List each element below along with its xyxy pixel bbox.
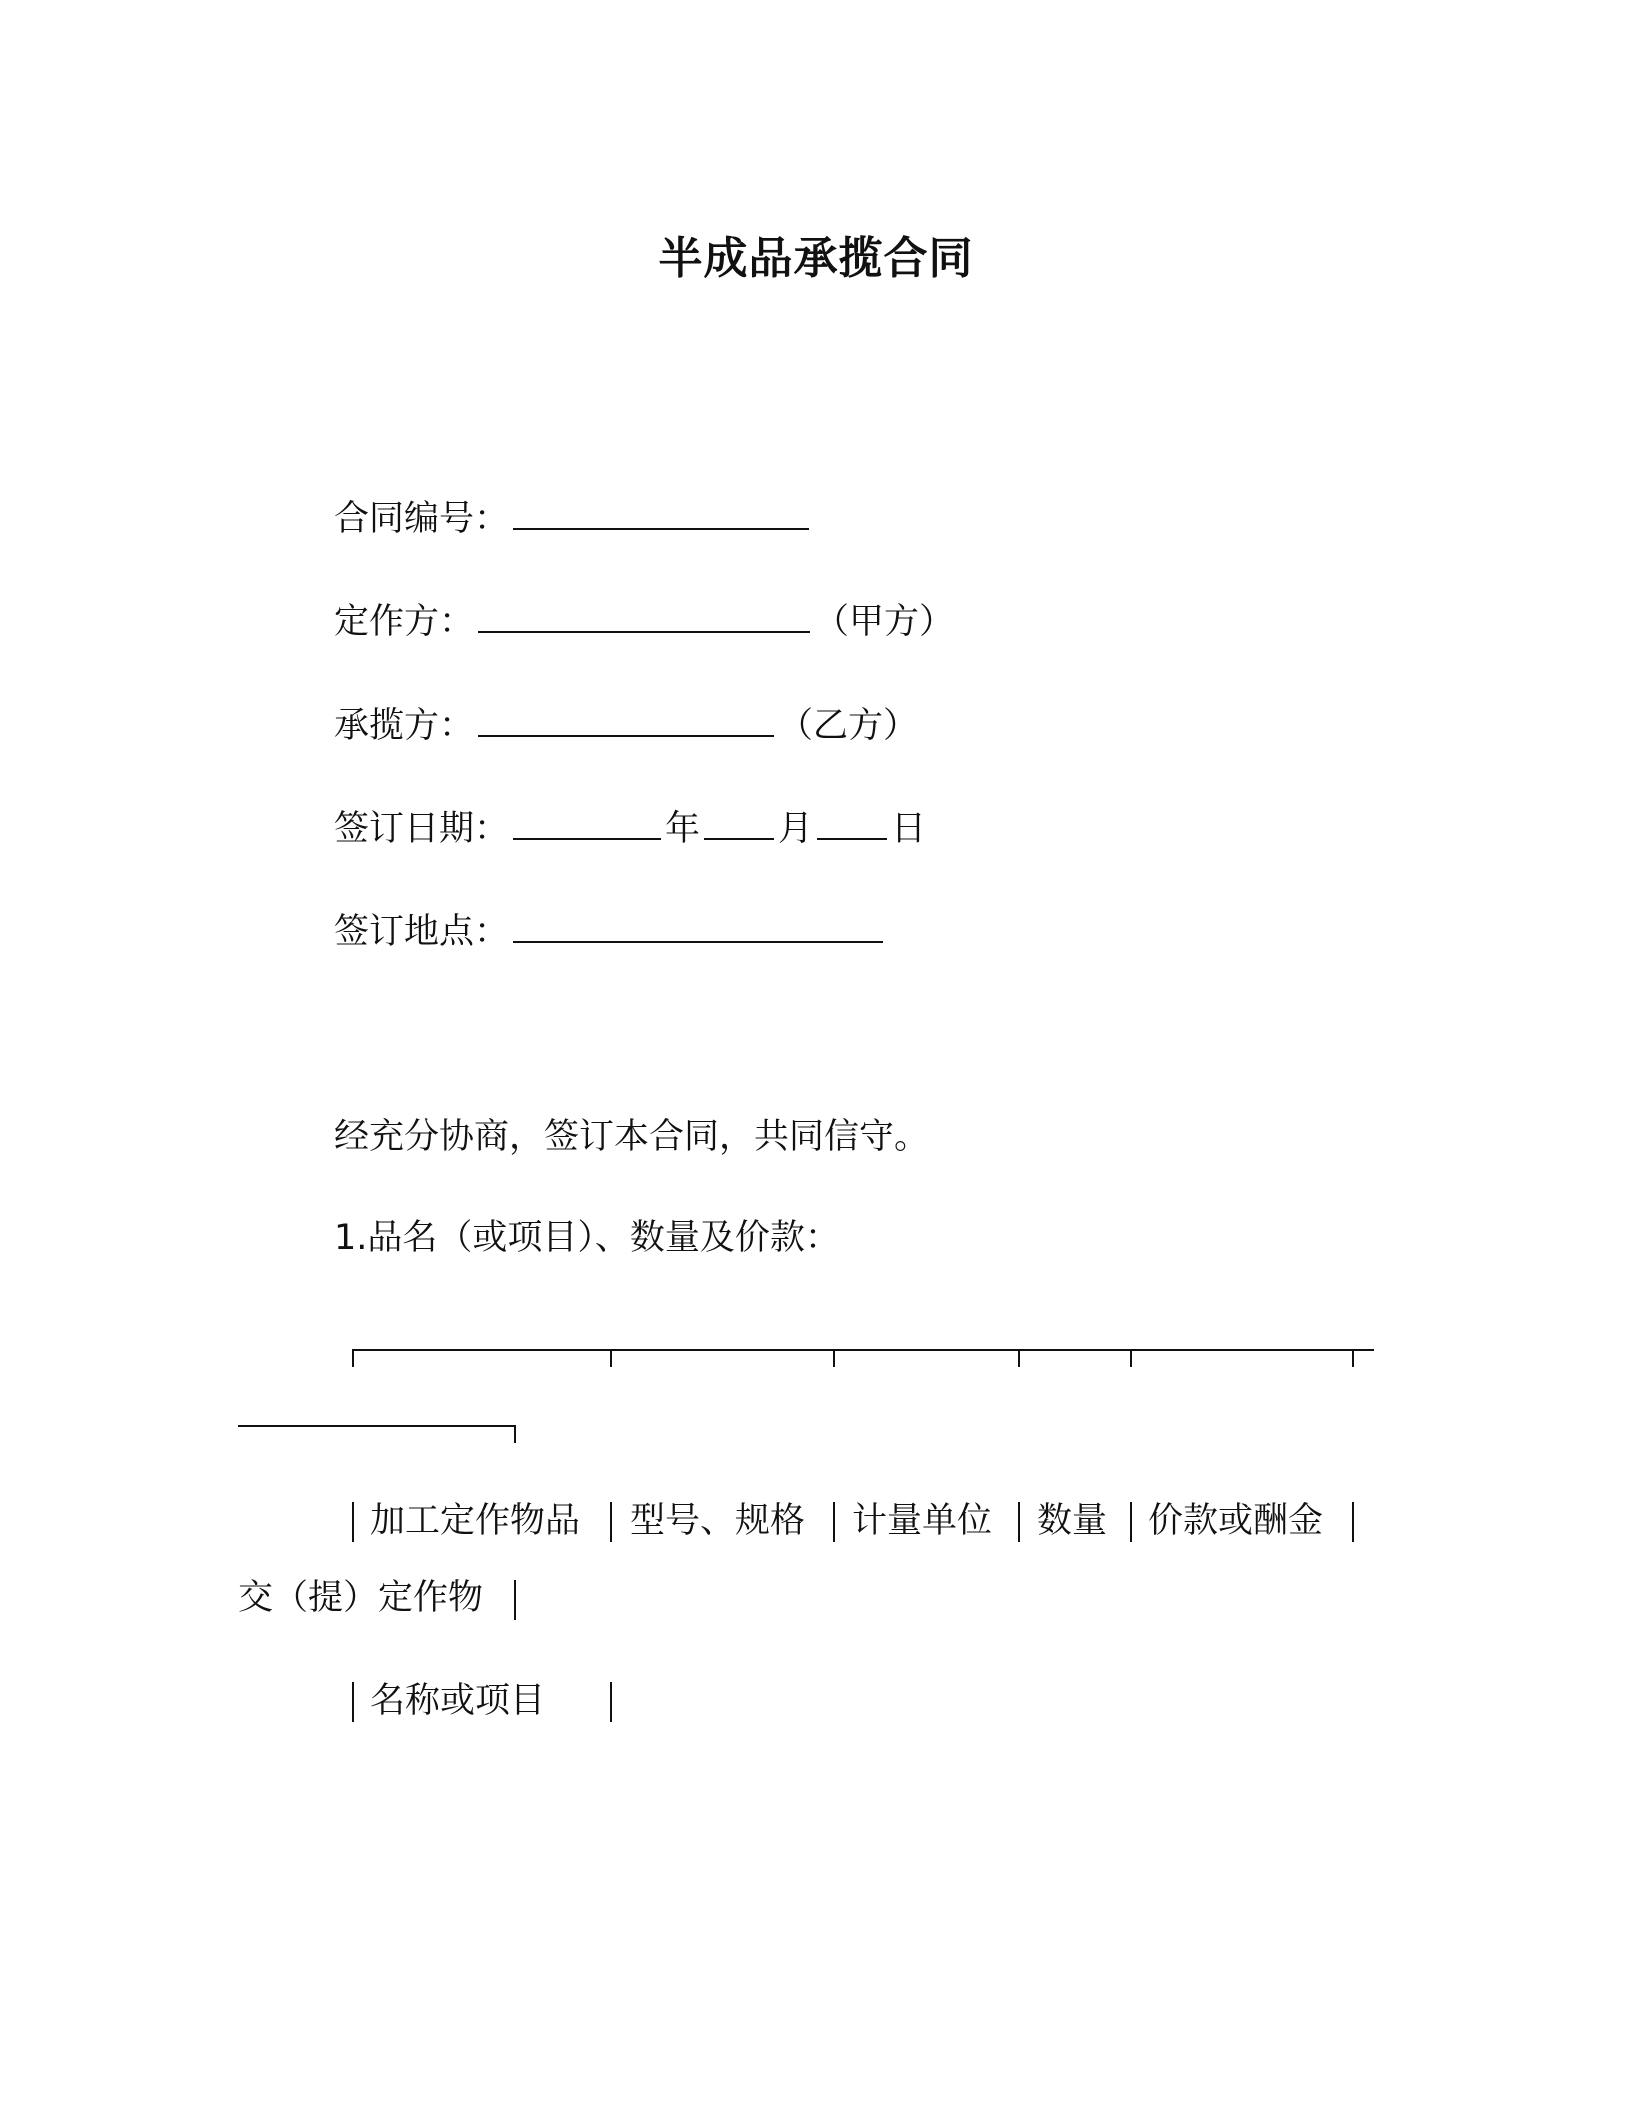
sign-date-row <box>334 807 926 851</box>
contract-number-blank[interactable] <box>513 498 809 530</box>
year-label: 年 <box>665 809 701 849</box>
table-header-cell: 型号、规格 <box>630 1501 806 1541</box>
orderer-row <box>334 600 954 644</box>
section1-heading: 1.品名（或项目）、数量及价款： <box>334 1218 840 1258</box>
orderer-label: 定作方： <box>334 602 475 642</box>
day-label: 日 <box>891 809 927 849</box>
orderer-suffix: （甲方） <box>814 602 955 642</box>
intro-paragraph: 经充分协商，签订本合同，共同信守。 <box>334 1117 930 1157</box>
contractor-label: 承揽方： <box>334 706 475 746</box>
contractor-blank[interactable] <box>478 705 774 737</box>
day-blank[interactable] <box>817 808 887 840</box>
table-header-cell: 数量 <box>1037 1501 1108 1541</box>
sign-date-label: 签订日期： <box>334 809 510 849</box>
table-cell: 名称或项目 <box>370 1681 546 1721</box>
sign-place-label: 签订地点： <box>334 912 510 952</box>
table-header-cell: 加工定作物品 <box>370 1501 581 1541</box>
contract-number-label: 合同编号： <box>334 499 510 539</box>
table-header-cell: 交（提）定作物 <box>238 1578 484 1618</box>
contractor-suffix: （乙方） <box>778 706 919 746</box>
orderer-blank[interactable] <box>478 601 810 633</box>
sign-place-row <box>334 910 887 954</box>
document-title: 半成品承揽合同 <box>658 233 974 284</box>
sign-place-blank[interactable] <box>513 911 883 943</box>
year-blank[interactable] <box>513 808 661 840</box>
contract-number-row <box>334 497 813 541</box>
table-header-cell: 计量单位 <box>852 1501 993 1541</box>
contractor-row <box>334 704 918 748</box>
month-blank[interactable] <box>704 808 774 840</box>
month-label: 月 <box>778 809 814 849</box>
table-header-cell: 价款或酬金 <box>1148 1501 1324 1541</box>
